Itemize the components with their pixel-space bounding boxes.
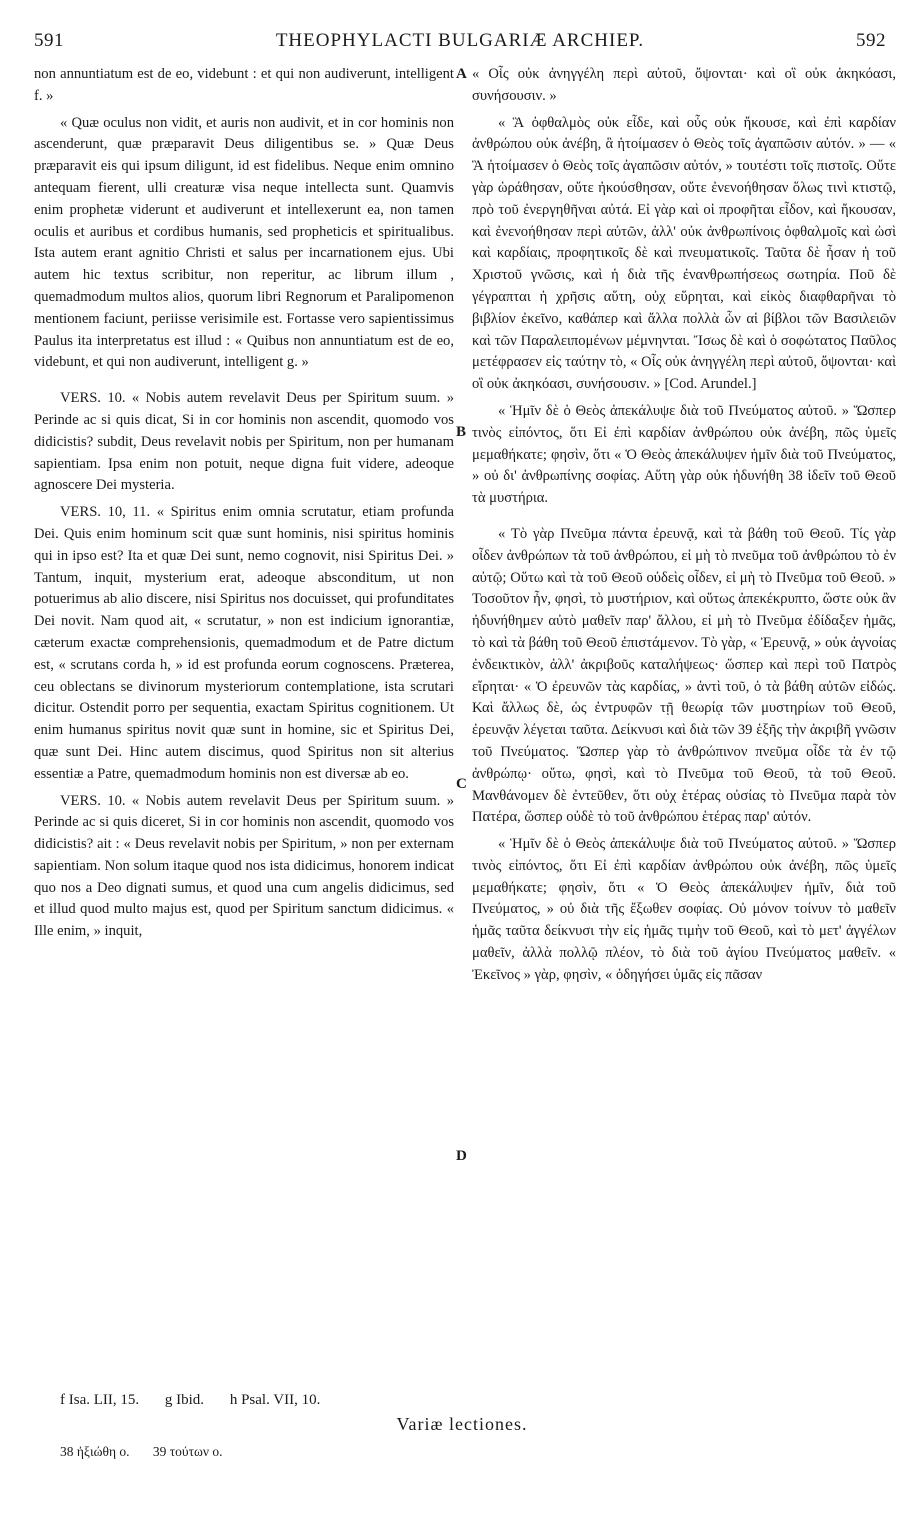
- margin-letter-d: D: [456, 1148, 467, 1164]
- greek-paragraph-3: « Ἡμῖν δὲ ὁ Θεὸς ἀπεκάλυψε διὰ τοῦ Πνεύματος αὐτοῦ. » Ὥσπερ τινὸς εἰπόντος, ὅτι Εἰ ἐπὶ καρδίαν ἀνθρώπου οὐκ ἀνέβη, πῶς ὑμεῖς μεμαθήκατε; φησὶν, ὅτι « Ὁ Θεὸς ἀπεκάλυψεν ἡμῖν διὰ τοῦ Πνεύματος, » οὐ δι' ἀνθρωπίνης σοφίας. Αὕτη γὰρ οὐκ ἠδυνήθη 38 ἰδεῖν τοῦ Θεοῦ τὰ μυστήρια.: [472, 402, 896, 507]
- margin-letter-c: C: [456, 776, 467, 792]
- variant-note-38: 38 ἠξιώθη ο.: [60, 1444, 130, 1459]
- footnotes: [60, 1392, 860, 1409]
- latin-paragraph-2: « Quæ oculus non vidit, et auris non audivit, et in cor hominis non ascenderunt, quæ præparavit Deus diligentibus se. » Quæ Deus præparavit eis qui ipsum diligunt, id est fidelibus. Neque enim omnino antequam fierent, ulli creaturæ visa neque intellecta sunt. Quamvis enim prophetæ viderunt et audiverunt et intellexerunt ea, non tamen oculis et auribus et cordibus humanis, sed propheticis et spiritualibus. Ista autem erant agnitio Christi et salus per incarnationem ejus. Ubi autem hic textus scribitur, non reperitur, ac librum illum , quemadmodum multos alios, quorum libri Regnorum et Paralipomenon mentionem faciunt, periisse verisimile est. Fortasse vero sapientissimus Paulus ita interpretatus est illud : « Quibus non annuntiatum est de eo, videbunt, et qui non audiverunt, intelligent g. »: [34, 114, 454, 371]
- footnote-g: g Ibid.: [164, 1392, 205, 1408]
- page-header: [34, 30, 886, 60]
- greek-column: [472, 64, 896, 987]
- latin-paragraph-4: VERS. 10, 11. « Spiritus enim omnia scrutatur, etiam profunda Dei. Quis enim hominum scit quæ sunt hominis, nisi spiritus hominis qui in ipso est? Ita et quæ Dei sunt, nemo cognovit, nisi Spiritus Dei. » Tantum, inquit, mysterium erat, adeoque absconditum, ut non potuerimus ab alio discere, nisi Spiritus nos docuisset, qui profunditates Dei novit. Nam quod ait, « scrutatur, » non est indicium ignorantiæ, cæterum exactæ comprehensionis, quemadmodum et de Patre dictum est, « scrutans corda h, » id est profunda eorum cognoscens. Præterea, ceu oblectans se divinorum mysteriorum contemplatione, ista scrutari dicitur. Ostendit porro per sequentia, exactam Spiritus cognitionem. Ut enim humanus spiritus novit quæ sunt in homine, sic et Spiritus Dei, quæ sunt Dei. Hinc autem discimus, quod Spiritus non sit alterius essentiæ a Patre, quemadmodum hominis non est diversæ ab eo.: [34, 504, 454, 782]
- greek-paragraph-2: « Ἃ ὀφθαλμὸς οὐκ εἶδε, καὶ οὖς οὐκ ἤκουσε, καὶ ἐπὶ καρδίαν ἀνθρώπου οὐκ ἀνέβη, ἃ ἡτοίμασεν ὁ Θεὸς τοῖς ἀγαπῶσιν αὐτόν. » — « Ἃ ἡτοίμασεν ὁ Θεὸς τοῖς ἀγαπῶσιν αὐτόν, » τουτέστι τοῖς πιστοῖς. Οὔτε γὰρ ὡράθησαν, οὔτε ἠκούσθησαν, οὔτε ἐνενοήθησαν ὅλως τινὶ κτιστῷ, πρὸ τοῦ ἐνεργηθῆναι αὐτά. Εἰ γὰρ καὶ οἱ προφῆται εἶδον, καὶ ἤκουσαν, καὶ ἐνενοήθησαν περὶ αὐτῶν, ἀλλ' οὐκ ἀνθρωπίνοις ὀφθαλμοῖς καὶ ὠσὶ καὶ καρδίαις, προφητικοῖς δὲ καὶ πνευματικοῖς. Ταῦτα δὲ ἦσαν ἡ τοῦ Χριστοῦ γνῶσις, καὶ ἡ διὰ τῆς ἐνανθρωπήσεως σωτηρία. Ποῦ δὲ γέγραπται ἡ χρῆσις αὕτη, οὐχ εὕρηται, καὶ εἰκὸς διαφθαρῆναι τὸ βιβλίον ἐκεῖνο, καθάπερ καὶ ἄλλα πολλὰ ὧν αἱ βίβλοι τῶν Βασιλειῶν καὶ τῶν Παραλειπομένων μέμνηνται. Ἴσως δὲ καὶ ὁ σοφώτατος Παῦλος μετέφρασεν εἰς ταύτην τὸ, « Οἷς οὐκ ἀνηγγέλη περὶ αὐτοῦ, ὄψονται· καὶ οἳ οὐκ ἀκηκόασι, συνήσουσιν. » [Cod. Arundel.]: [472, 114, 896, 393]
- latin-column: [34, 64, 454, 943]
- latin-paragraph-1: non annuntiatum est de eo, videbunt : et qui non audiverunt, intelligent f. »: [34, 66, 454, 104]
- variae-lectiones-title: Variæ lectiones.: [396, 1414, 528, 1434]
- footnote-f: f Isa. LII, 15.: [60, 1392, 140, 1408]
- latin-paragraph-5: VERS. 10. « Nobis autem revelavit Deus per Spiritum suum. » Perinde ac si quis diceret, Si in cor hominis non ascendit, quomodo vos didicistis? ait : « Deus revelavit nobis per Spiritum, » non per externam sapientiam. Non solum itaque quod nos ista didicimus, honorem indicat quo nos a Deo dignati sumus, et quod una cum angelis didicimus, sed et illud quod multo majus est, quod per Spiritum sanctum didicimus. « Ille enim, » inquit,: [34, 792, 454, 940]
- latin-paragraph-3: VERS. 10. « Nobis autem revelavit Deus per Spiritum suum. » Perinde ac si quis dicat, Si in cor hominis non ascendit, quomodo vos didicistis? subdit, Deus revelavit nobis per Spiritum, non per humanam sapientiam. Ipsa enim non potuit, neque digna fuit videre, adeoque agnoscere Dei mysteria.: [34, 390, 454, 494]
- variae-lectiones-notes: [60, 1444, 860, 1460]
- footnote-h: h Psal. VII, 10.: [229, 1392, 321, 1408]
- page-number-left: 591: [34, 30, 64, 51]
- greek-paragraph-1: « Οἷς οὐκ ἀνηγγέλη περὶ αὐτοῦ, ὄψονται· καὶ οἳ οὐκ ἀκηκόασι, συνήσουσιν. »: [472, 66, 896, 104]
- running-title: THEOPHYLACTI BULGARIÆ ARCHIEP.: [275, 30, 645, 51]
- margin-letter-b: B: [456, 424, 467, 440]
- variant-note-39: 39 τούτων ο.: [152, 1444, 223, 1459]
- greek-paragraph-4: « Τὸ γὰρ Πνεῦμα πάντα ἐρευνᾷ, καὶ τὰ βάθη τοῦ Θεοῦ. Τίς γὰρ οἶδεν ἀνθρώπων τὰ τοῦ ἀνθρώπου, εἰ μὴ τὸ πνεῦμα τοῦ ἀνθρώπου τὸ ἐν αὐτῷ; Οὕτω καὶ τὰ τοῦ Θεοῦ οὐδεὶς οἶδεν, εἰ μὴ τὸ Πνεῦμα τοῦ Θεοῦ. » Τοσοῦτον ἦν, φησὶ, τὸ μυστήριον, καὶ οὕτως ἀπεκέκρυπτο, ὥστε οὐκ ἂν ἠδυνήθημεν αὐτὸ μαθεῖν παρ' ἄλλου, εἰ μὴ τὸ Πνεῦμα ἐδίδαξεν ἡμᾶς, τὸ καὶ τὰ βάθη τοῦ Θεοῦ ἐπιστάμενον. Τὸ γὰρ, « Ἐρευνᾷ, » οὐκ ἀγνοίας ἐνδεικτικὸν, ἀλλ' ἀκριβοῦς καταλήψεως· ὥσπερ καὶ περὶ τοῦ Πατρὸς εἴρηται· « Ὁ ἐρευνῶν τὰς καρδίας, » ἀντὶ τοῦ, ὁ τὰ βάθη αὐτῶν εἰδώς. Καὶ ἄλλως δὲ, ὡς ἐντρυφῶν τῇ θεωρίᾳ τῶν μυστηρίων τοῦ Θεοῦ, ἐρευνᾷν λέγεται ταῦτα. Δείκνυσι καὶ διὰ τῶν 39 ἑξῆς τὴν ἀκριβῆ γνῶσιν τοῦ Πνεύματος. Ὥσπερ γὰρ τὸ ἀνθρώπινον πνεῦμα οἶδε τὰ ἐν τῷ ἀνθρώπῳ· οὕτω, φησὶ, καὶ τὸ Πνεῦμα τοῦ Θεοῦ, τὰ τοῦ Θεοῦ. Μανθάνομεν δὲ ἐντεῦθεν, ὅτι οὐχ ἑτέρας οὐσίας τὸ Πνεῦμα παρὰ τὸν Πατέρα, ὥσπερ οὐδὲ τὸ τοῦ ἀνθρώπου ἑτέρας παρ' αὐτόν.: [472, 525, 896, 826]
- greek-paragraph-5: « Ἡμῖν δὲ ὁ Θεὸς ἀπεκάλυψε διὰ τοῦ Πνεύματος αὐτοῦ. » Ὥσπερ τινὸς εἰπόντος, ὅτι Εἰ ἐπὶ καρδίαν ἀνθρώπου οὐκ ἀνέβη, πῶς ὑμεῖς μεμαθήκατε; φησὶν, ὅτι « Ὁ Θεὸς ἀπεκάλυψεν ἡμῖν, διὰ τοῦ Πνεύματος, » οὐ διὰ τῆς ἔξωθεν σοφίας. Οὐ μόνον τοίνυν τὸ μαθεῖν ἡμᾶς ταῦτα δείκνυσι τὴν εἰς ἡμᾶς τιμὴν τοῦ Θεοῦ, καὶ τὸ μετ' ἀγγέλων μαθεῖν, ἀλλὰ πολλῷ πλέον, τὸ διὰ τοῦ ἁγίου Πνεύματος μαθεῖν. « Ἐκεῖνος » γὰρ, φησὶν, « ὁδηγήσει ὑμᾶς εἰς πᾶσαν: [472, 836, 896, 983]
- margin-letter-a: A: [456, 66, 467, 82]
- page-number-right: 592: [856, 30, 886, 51]
